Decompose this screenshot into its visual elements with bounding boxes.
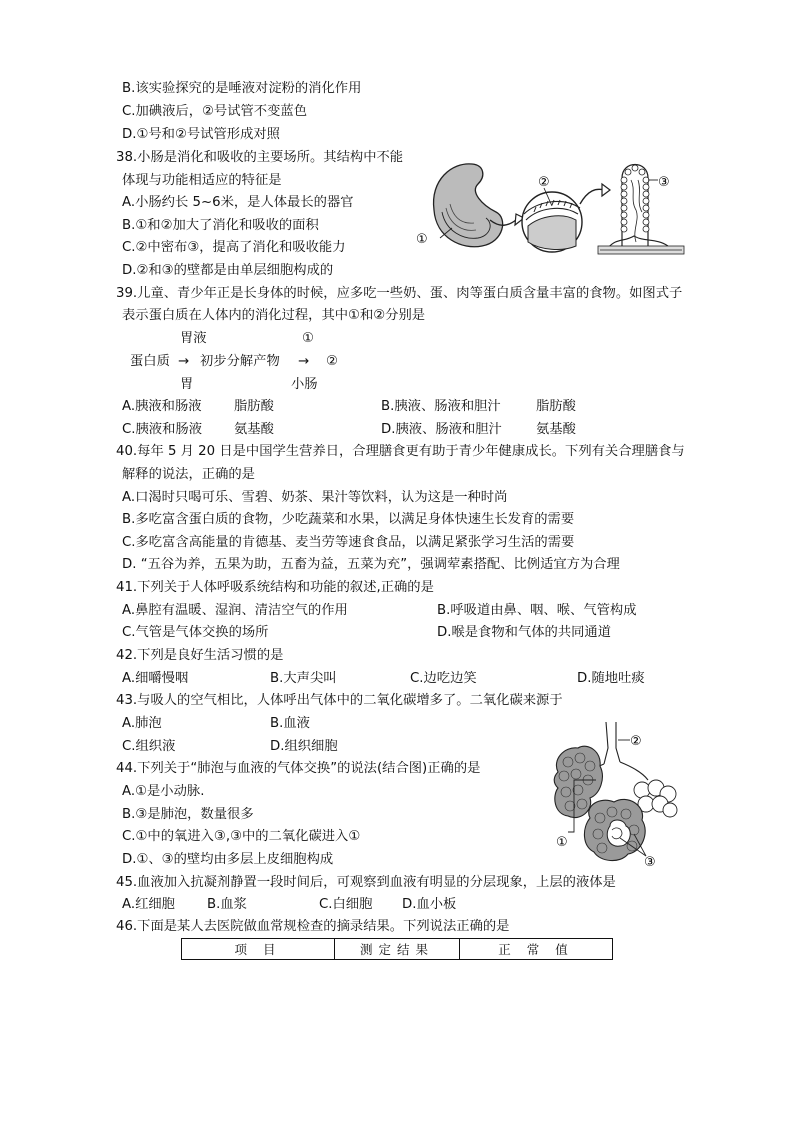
q42-option-d: D.随地吐痰	[577, 671, 645, 686]
q39-option-d-part1: D.胰液、肠液和胆汁	[381, 422, 502, 437]
q41-option-c: C.气管是气体交换的场所	[122, 625, 269, 640]
q39-option-b-part2: 脂肪酸	[536, 399, 576, 414]
header-item: 项 目	[182, 939, 335, 960]
q37-option-d: D.①号和②号试管形成对照	[122, 127, 280, 142]
q40-option-a: A.口渴时只喝可乐、雪碧、奶茶、果汁等饮料，认为这是一种时尚	[122, 490, 508, 505]
q39-diagram-arrow-1: →	[178, 354, 190, 369]
q44-option-a: A.①是小动脉.	[122, 784, 205, 799]
q39-option-b-part1: B.胰液、肠液和胆汁	[381, 399, 501, 414]
q39-option-a-part1: A.胰液和肠液	[122, 399, 202, 414]
q45-stem: 45.血液加入抗凝剂静置一段时间后，可观察到血液有明显的分层现象，上层的液体是	[116, 875, 616, 890]
q42-stem: 42.下列是良好生活习惯的是	[116, 648, 284, 663]
q37-option-c: C.加碘液后，②号试管不变蓝色	[122, 104, 307, 119]
q39-diagram-label-1: ①	[302, 331, 314, 346]
q39-diagram-stomach: 胃	[180, 377, 194, 392]
small-intestine-figure	[412, 150, 692, 260]
q43-option-b: B.血液	[270, 716, 310, 731]
q39-option-d-part2: 氨基酸	[536, 422, 576, 437]
q38-stem-line1: 38.小肠是消化和吸收的主要场所。其结构中不能	[116, 150, 404, 165]
q42-option-c: C.边吃边笑	[410, 671, 477, 686]
q40-option-b: B.多吃富含蛋白质的食物，少吃蔬菜和水果，以满足身体快速生长发育的需要	[122, 512, 575, 527]
blood-test-table	[181, 938, 613, 960]
q41-option-d: D.喉是食物和气体的共同通道	[437, 625, 612, 640]
q45-option-c: C.白细胞	[319, 897, 373, 912]
q43-option-d: D.组织细胞	[270, 739, 338, 754]
q44-option-b: B.③是肺泡，数量很多	[122, 807, 254, 822]
alveoli-figure	[550, 722, 680, 868]
q44-fig-label-2: ②	[630, 734, 642, 749]
q40-stem-line2: 解释的说法，正确的是	[122, 467, 255, 482]
q40-option-d: D. “五谷为养，五果为助，五畜为益，五菜为充”，强调荤素搭配、比例适宜方为合理	[122, 557, 620, 572]
q38-option-b: B.①和②加大了消化和吸收的面积	[122, 218, 319, 233]
q38-option-a: A.小肠约长 5~6米，是人体最长的器官	[122, 195, 354, 210]
q39-diagram-intermediate: 初步分解产物	[200, 354, 280, 369]
q43-stem: 43.与吸人的空气相比，人体呼出气体中的二氧化碳增多了。二氧化碳来源于	[116, 693, 563, 708]
q39-diagram-arrow-2: →	[298, 354, 310, 369]
q45-option-d: D.血小板	[402, 897, 457, 912]
q40-stem-line1: 40.每年 5 月 20 日是中国学生营养日，合理膳食更有助于青少年健康成长。下列有关合理膳食与	[116, 444, 685, 459]
q38-option-c: C.②中密布③，提高了消化和吸收能力	[122, 240, 346, 255]
q39-option-a-part2: 脂肪酸	[234, 399, 274, 414]
q37-option-b: B.该实验探究的是唾液对淀粉的消化作用	[122, 81, 362, 96]
q44-stem: 44.下列关于“肺泡与血液的气体交换”的说法(结合图)正确的是	[116, 761, 481, 776]
q43-option-a: A.肺泡	[122, 716, 162, 731]
q38-fig-label-2: ②	[538, 175, 550, 190]
q40-option-c: C.多吃富含高能量的肯德基、麦当劳等速食食品，以满足紧张学习生活的需要	[122, 535, 575, 550]
q45-option-b: B.血浆	[207, 897, 247, 912]
q39-diagram-gastric-juice: 胃液	[180, 331, 207, 346]
q39-diagram-protein: 蛋白质	[130, 354, 170, 369]
q39-stem-line1: 39.儿童、青少年正是长身体的时候，应多吃一些奶、蛋、肉等蛋白质含量丰富的食物。如图式子	[116, 286, 683, 301]
header-normal-value: 正 常 值	[460, 939, 613, 960]
q44-option-c: C.①中的氧进入③,③中的二氧化碳进入①	[122, 829, 361, 844]
q39-diagram-small-intestine: 小肠	[291, 377, 318, 392]
q38-stem-line2: 体现与功能相适应的特征是	[122, 173, 282, 188]
q38-option-d: D.②和③的壁都是由单层细胞构成的	[122, 263, 334, 278]
q41-stem: 41.下列关于人体呼吸系统结构和功能的叙述,正确的是	[116, 580, 434, 595]
q46-stem: 46.下面是某人去医院做血常规检查的摘录结果。下列说法正确的是	[116, 919, 510, 934]
q39-diagram-label-2: ②	[326, 354, 338, 369]
blood-test-header-row	[182, 939, 613, 960]
q38-fig-label-3: ③	[658, 175, 670, 190]
q38-fig-label-1: ①	[416, 232, 428, 247]
header-result: 测定结果	[335, 939, 460, 960]
q41-option-b: B.呼吸道由鼻、咽、喉、气管构成	[437, 603, 637, 618]
q42-option-a: A.细嚼慢咽	[122, 671, 189, 686]
q39-option-c-part2: 氨基酸	[234, 422, 274, 437]
q44-fig-label-3: ③	[644, 855, 656, 868]
q44-option-d: D.①、③的壁均由多层上皮细胞构成	[122, 852, 334, 867]
q41-option-a: A.鼻腔有温暖、湿润、清洁空气的作用	[122, 603, 348, 618]
q44-fig-label-1: ①	[556, 835, 568, 850]
q39-option-c-part1: C.胰液和肠液	[122, 422, 202, 437]
q39-stem-line2: 表示蛋白质在人体内的消化过程，其中①和②分别是	[122, 308, 426, 323]
q42-option-b: B.大声尖叫	[270, 671, 337, 686]
q43-option-c: C.组织液	[122, 739, 176, 754]
q45-option-a: A.红细胞	[122, 897, 175, 912]
